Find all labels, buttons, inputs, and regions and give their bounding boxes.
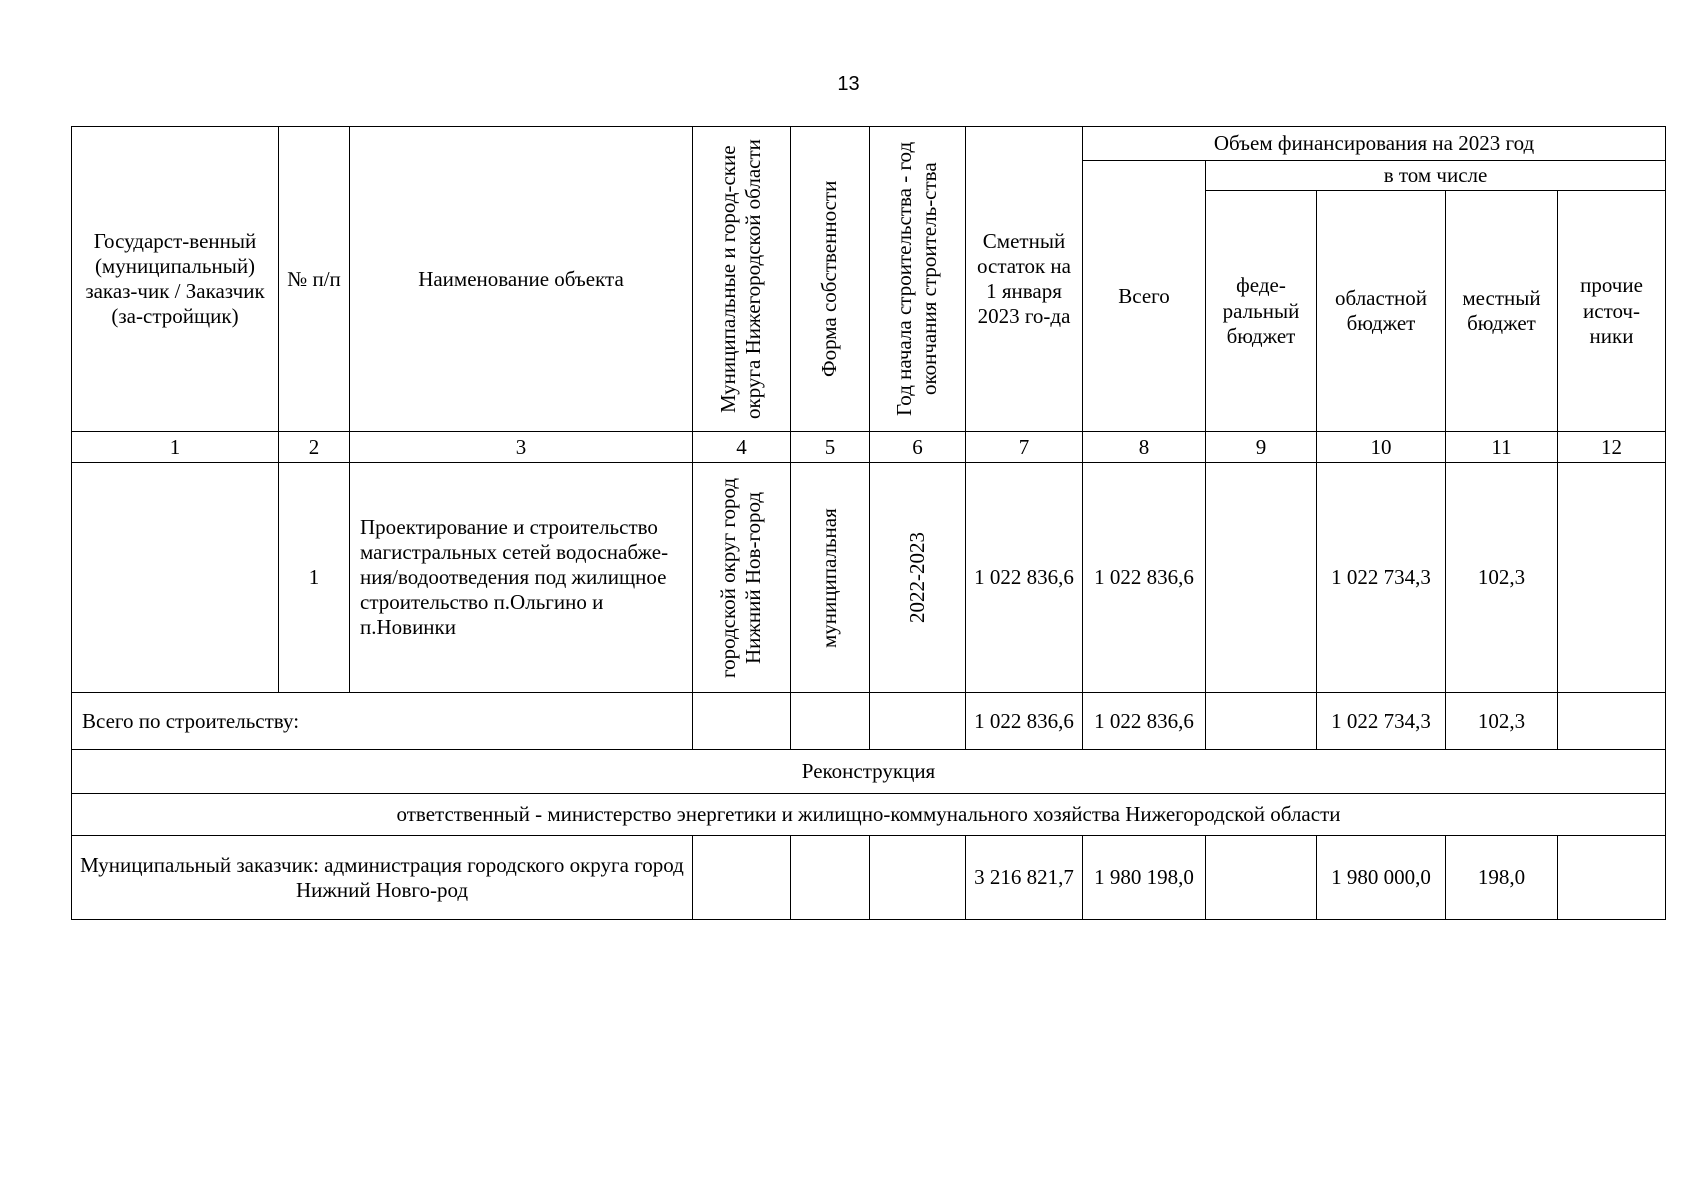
row1-local: 102,3 [1446, 463, 1558, 693]
header-estimate-balance: Сметный остаток на 1 января 2023 го-да [966, 127, 1083, 432]
responsible-text: ответственный - министерство энергетики и жилищно-коммунального хозяйства Нижегородской области [72, 794, 1666, 836]
customer-row-empty [693, 836, 791, 920]
column-number-row [72, 432, 1666, 463]
financing-table [71, 126, 1666, 920]
header-customer: Государст-венный (муниципальный) заказ-чик / Заказчик (за-стройщик) [72, 127, 279, 432]
row1-total: 1 022 836,6 [1083, 463, 1206, 693]
column-number: 12 [1558, 432, 1666, 463]
section-title: Реконструкция [72, 750, 1666, 794]
total-row-empty [693, 693, 791, 750]
header-districts [693, 127, 791, 432]
column-number: 10 [1317, 432, 1446, 463]
section-row [72, 750, 1666, 794]
header-districts-text: Муниципальные и город-ские округа Нижегородской области [716, 139, 766, 420]
column-number: 2 [279, 432, 350, 463]
header-years [870, 127, 966, 432]
row1-estimate-balance: 1 022 836,6 [966, 463, 1083, 693]
row1-ownership-text: муниципальная [817, 507, 842, 648]
row1-other [1558, 463, 1666, 693]
total-row-regional: 1 022 734,3 [1317, 693, 1446, 750]
column-number: 1 [72, 432, 279, 463]
responsible-row [72, 794, 1666, 836]
column-number: 8 [1083, 432, 1206, 463]
header-total: Всего [1083, 161, 1206, 432]
header-ownership [791, 127, 870, 432]
column-number: 5 [791, 432, 870, 463]
header-ownership-text: Форма собственности [817, 180, 842, 378]
page-number: 13 [837, 73, 860, 95]
column-number: 3 [350, 432, 693, 463]
header-local: местный бюджет [1446, 191, 1558, 432]
row1-district-text: городской округ город Нижний Нов-город [716, 477, 766, 678]
customer-row-estimate-balance: 3 216 821,7 [966, 836, 1083, 920]
column-number: 9 [1206, 432, 1317, 463]
header-including: в том числе [1206, 161, 1666, 191]
row1-years-text: 2022-2023 [904, 532, 929, 624]
row1-federal [1206, 463, 1317, 693]
total-row [72, 693, 1666, 750]
total-row-total: 1 022 836,6 [1083, 693, 1206, 750]
row1-years [870, 463, 966, 693]
customer-row-empty [870, 836, 966, 920]
total-row-local: 102,3 [1446, 693, 1558, 750]
row1-ownership [791, 463, 870, 693]
total-row-empty [791, 693, 870, 750]
row1-district [693, 463, 791, 693]
column-number: 11 [1446, 432, 1558, 463]
total-row-other [1558, 693, 1666, 750]
header-regional: областной бюджет [1317, 191, 1446, 432]
customer-row-other [1558, 836, 1666, 920]
customer-row-federal [1206, 836, 1317, 920]
header-funding-title: Объем финансирования на 2023 год [1083, 127, 1666, 161]
total-row-estimate-balance: 1 022 836,6 [966, 693, 1083, 750]
header-years-text: Год начала строительства - год окончания строитель-ства [892, 142, 942, 417]
total-row-federal [1206, 693, 1317, 750]
table-row [72, 463, 1666, 693]
total-row-empty [870, 693, 966, 750]
customer-row [72, 836, 1666, 920]
header-row-1 [72, 127, 1666, 161]
customer-row-empty [791, 836, 870, 920]
row1-object-name: Проектирование и строительство магистральных сетей водоснабже-ния/водоотведения под жилищное строительство п.Ольгино и п.Новинки [350, 463, 693, 693]
row1-regional: 1 022 734,3 [1317, 463, 1446, 693]
row1-number: 1 [279, 463, 350, 693]
column-number: 7 [966, 432, 1083, 463]
header-object-name: Наименование объекта [350, 127, 693, 432]
customer-row-total: 1 980 198,0 [1083, 836, 1206, 920]
header-number: № п/п [279, 127, 350, 432]
customer-row-label: Муниципальный заказчик: администрация городского округа город Нижний Новго-род [72, 836, 693, 920]
customer-row-local: 198,0 [1446, 836, 1558, 920]
column-number: 4 [693, 432, 791, 463]
header-other: прочие источ-ники [1558, 191, 1666, 432]
total-row-label: Всего по строительству: [72, 693, 693, 750]
customer-row-regional: 1 980 000,0 [1317, 836, 1446, 920]
header-federal: феде-ральный бюджет [1206, 191, 1317, 432]
row1-customer [72, 463, 279, 693]
column-number: 6 [870, 432, 966, 463]
